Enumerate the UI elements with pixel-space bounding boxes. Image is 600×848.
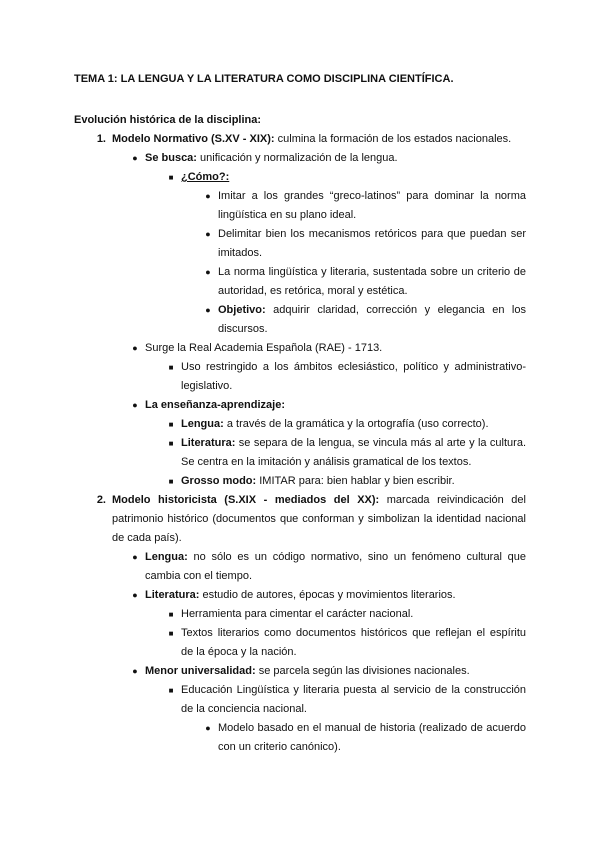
model-heading: Modelo Normativo (S.XV - XIX): — [112, 133, 275, 145]
bullet-square-icon: ■ — [168, 629, 174, 638]
list-item — [205, 225, 526, 263]
list-item — [132, 548, 526, 586]
item-label: Lengua: — [181, 418, 224, 430]
list-item — [168, 681, 526, 719]
item-label: Grosso modo: — [181, 475, 257, 487]
list-item — [205, 263, 526, 301]
list-item — [168, 415, 526, 434]
model-text: marcada reivindicación del patrimonio histórico (documentos que conforman y simbolizan la identidad nacional de cada país). — [112, 494, 526, 544]
item-label: La enseñanza-aprendizaje: — [145, 399, 285, 411]
item-text: Modelo basado en el manual de historia (realizado de acuerdo con un criterio canónico). — [218, 722, 526, 753]
item-text: Imitar a los grandes “greco-latinos” para dominar la norma lingüística en su plano ideal. — [218, 190, 526, 221]
model-text: culmina la formación de los estados nacionales. — [274, 133, 512, 145]
list-item — [168, 434, 526, 472]
item-text: a través de la gramática y la ortografía (uso correcto). — [223, 418, 489, 430]
bullet-disc-icon: ● — [205, 305, 211, 315]
bullet-square-icon: ■ — [168, 420, 174, 429]
item-label: ¿Cómo?: — [181, 171, 230, 183]
bullet-disc-icon: ● — [132, 666, 138, 676]
list-item — [168, 472, 526, 491]
bullet-disc-icon: ● — [132, 400, 138, 410]
item-label: Literatura: — [145, 589, 200, 601]
bullet-disc-icon: ● — [205, 267, 211, 277]
list-item — [132, 586, 526, 605]
item-text: Herramienta para cimentar el carácter nacional. — [181, 608, 414, 620]
list-item — [168, 605, 526, 624]
item-text: Textos literarios como documentos históricos que reflejan el espíritu de la época y la nación. — [181, 627, 526, 658]
bullet-square-icon: ■ — [168, 610, 174, 619]
bullet-square-icon: ■ — [168, 686, 174, 695]
bullet-square-icon: ■ — [168, 173, 174, 182]
item-label: Se busca: — [145, 152, 197, 164]
list-item — [205, 187, 526, 225]
list-item — [205, 301, 526, 339]
list-item — [132, 396, 526, 415]
list-item — [168, 358, 526, 396]
item-text: estudio de autores, épocas y movimientos literarios. — [199, 589, 456, 601]
bullet-square-icon: ■ — [168, 363, 174, 372]
item-text: Delimitar bien los mecanismos retóricos para que puedan ser imitados. — [218, 228, 526, 259]
item-label: Objetivo: — [218, 304, 266, 316]
list-item — [132, 149, 526, 168]
model-heading: Modelo historicista (S.XIX - mediados del XX): — [112, 494, 380, 506]
item-text: Uso restringido a los ámbitos eclesiástico, político y administrativo-legislativo. — [181, 361, 526, 392]
list-item — [168, 624, 526, 662]
bullet-disc-icon: ● — [205, 723, 211, 733]
item-text: no sólo es un código normativo, sino un fenómeno cultural que cambia con el tiempo. — [145, 551, 526, 582]
item-text: Educación Lingüística y literaria puesta al servicio de la construcción de la conciencia nacional. — [181, 684, 526, 715]
list-item-model-1 — [96, 130, 526, 149]
bullet-square-icon: ■ — [168, 439, 174, 448]
item-label: Menor universalidad: — [145, 665, 256, 677]
item-text: Surge la Real Academia Española (RAE) - 1713. — [145, 342, 383, 354]
bullet-disc-icon: ● — [132, 552, 138, 562]
list-item — [205, 719, 526, 757]
item-text: se separa de la lengua, se vincula más al arte y la cultura. Se centra en la imitación y análisis gramatical de los textos. — [181, 437, 526, 468]
list-item — [132, 339, 526, 358]
bullet-disc-icon: ● — [132, 590, 138, 600]
list-item-model-2 — [96, 491, 526, 548]
bullet-disc-icon: ● — [205, 229, 211, 239]
item-label: Lengua: — [145, 551, 188, 563]
bullet-square-icon: ■ — [168, 477, 174, 486]
item-text: La norma lingüística y literaria, sustentada sobre un criterio de autoridad, es retórica, moral y estética. — [218, 266, 526, 297]
item-label: Literatura: — [181, 437, 236, 449]
list-item — [168, 168, 526, 187]
list-number: 1. — [96, 133, 106, 145]
bullet-disc-icon: ● — [205, 191, 211, 201]
list-number: 2. — [96, 494, 106, 506]
item-text: adquirir claridad, corrección y elegancia en los discursos. — [218, 304, 526, 335]
item-text: se parcela según las divisiones nacionales. — [255, 665, 470, 677]
item-text: unificación y normalización de la lengua. — [196, 152, 398, 164]
document-title: TEMA 1: LA LENGUA Y LA LITERATURA COMO DISCIPLINA CIENTÍFICA. — [74, 73, 454, 85]
bullet-disc-icon: ● — [132, 343, 138, 353]
item-text: IMITAR para: bien hablar y bien escribir. — [256, 475, 455, 487]
bullet-disc-icon: ● — [132, 153, 138, 163]
section-title: Evolución histórica de la disciplina: — [74, 114, 262, 126]
list-item — [132, 662, 526, 681]
